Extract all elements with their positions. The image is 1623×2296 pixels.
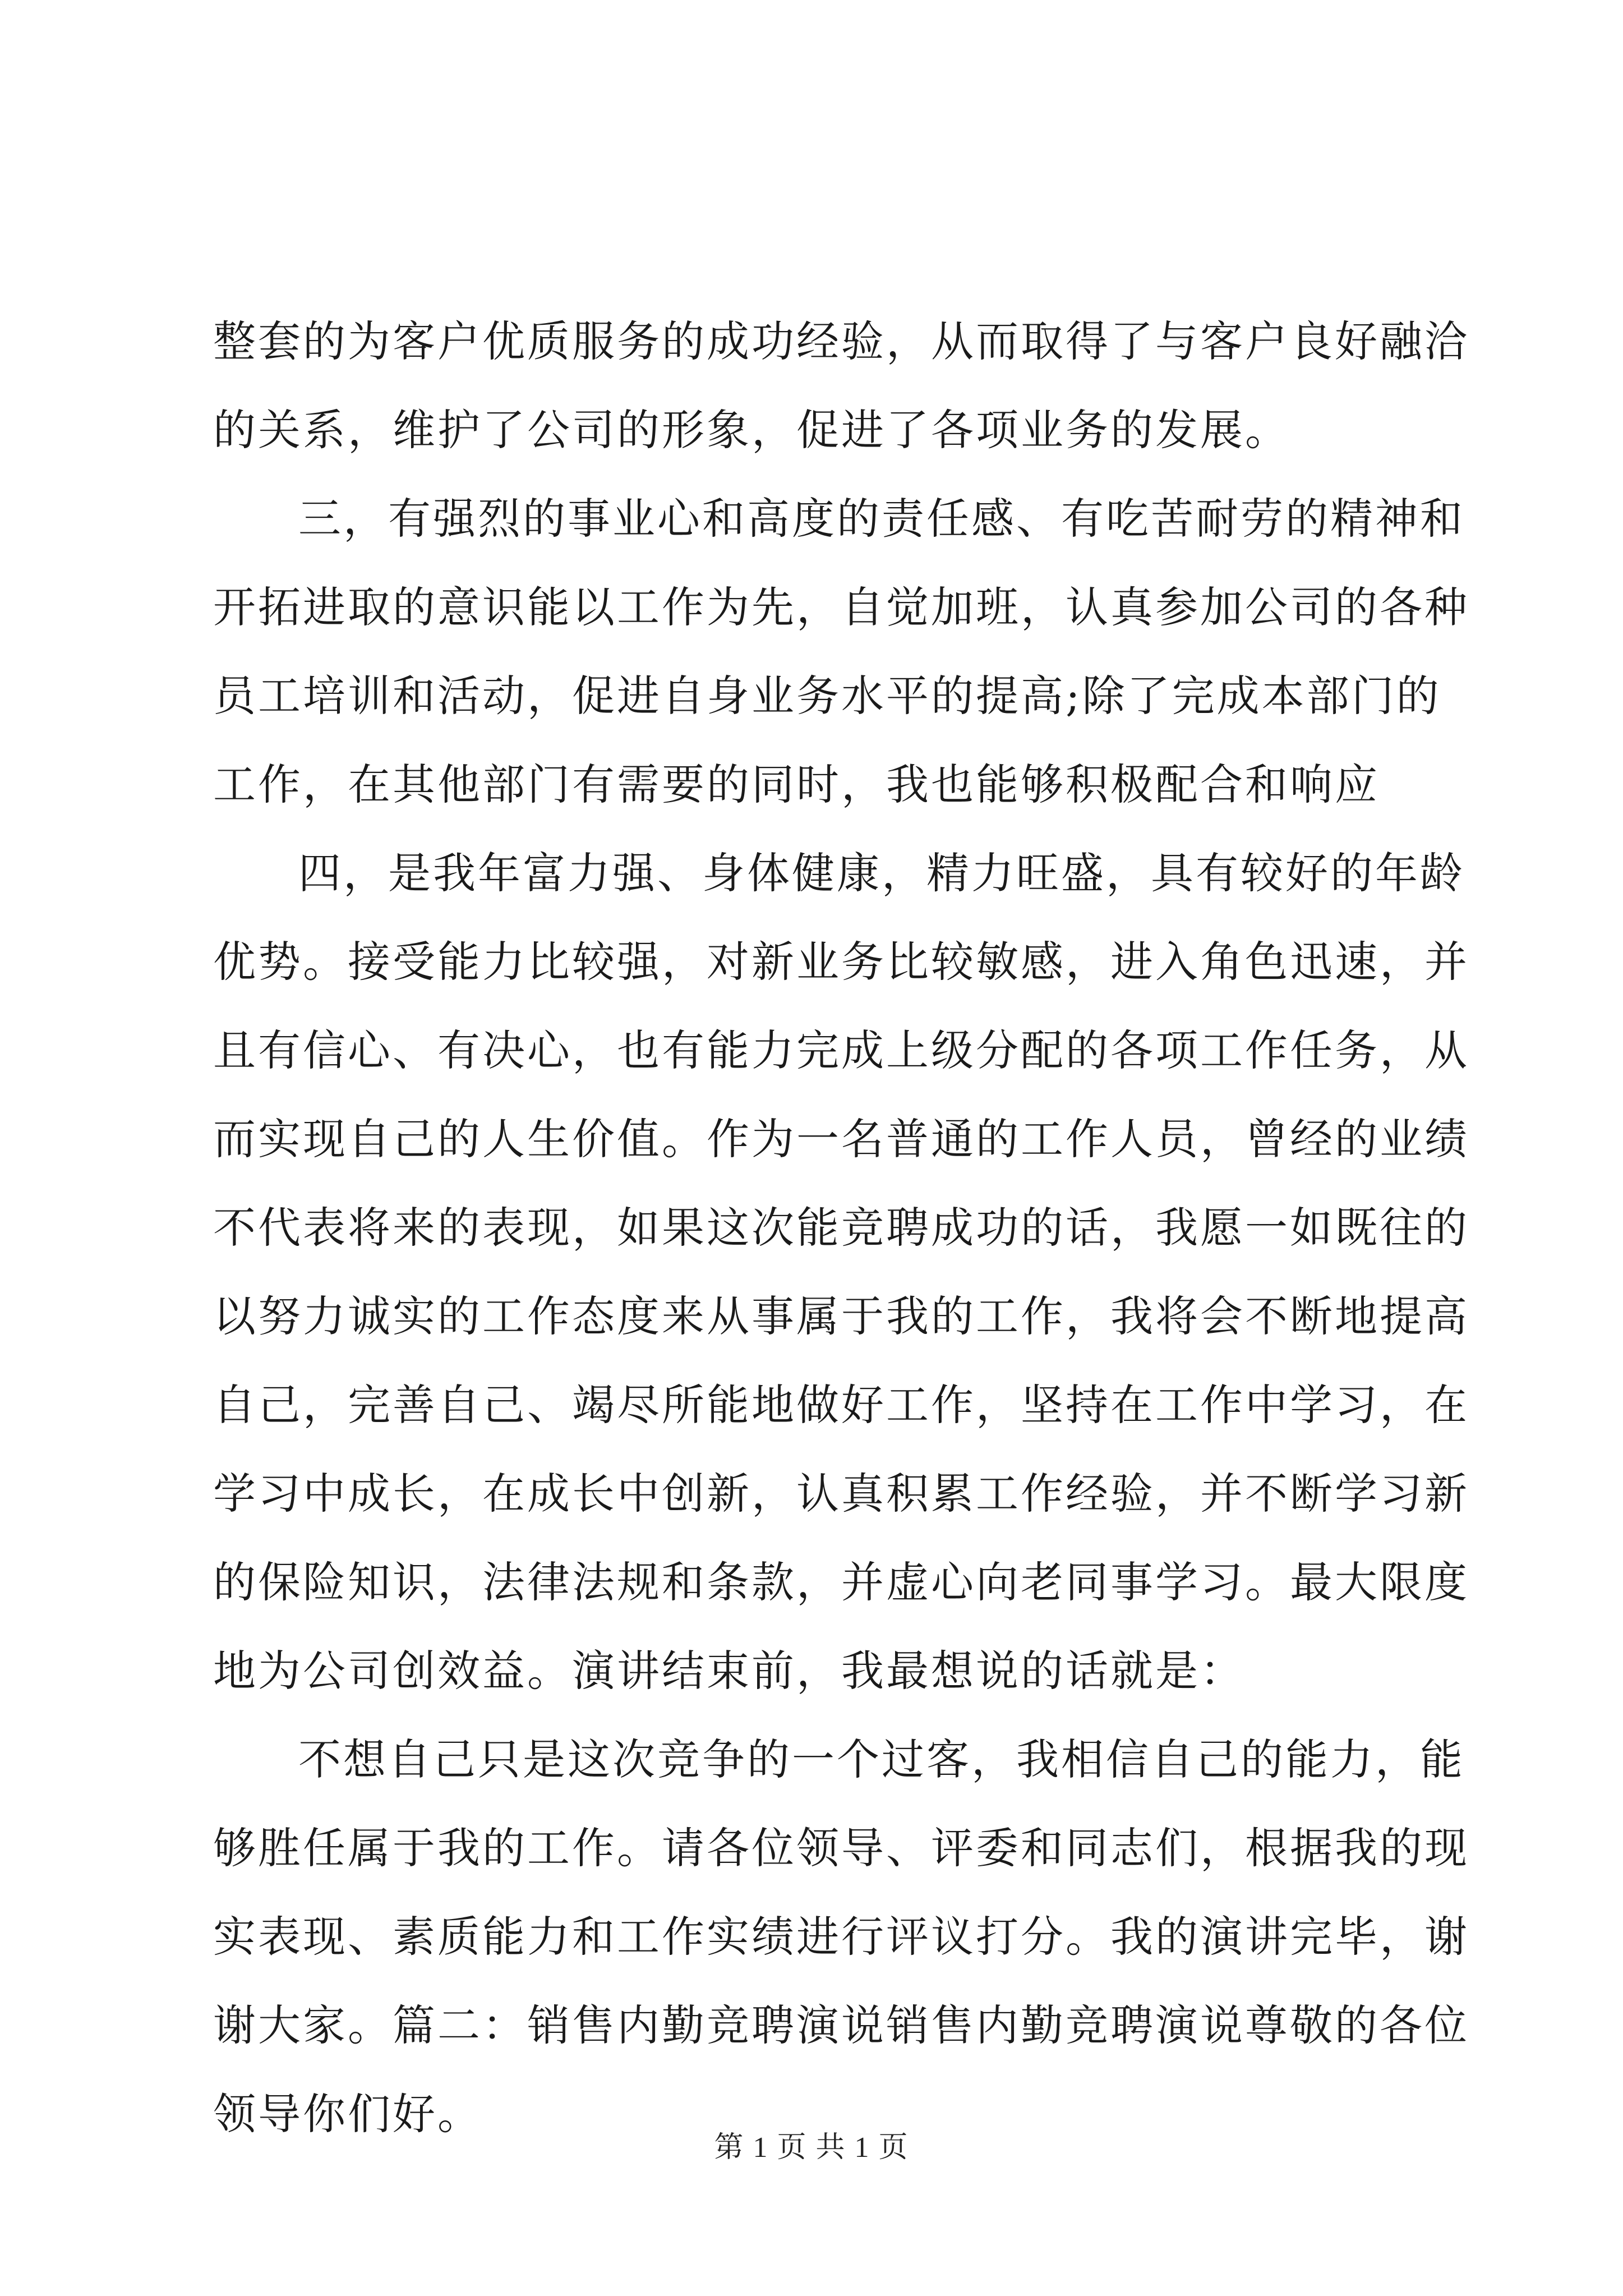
text-line: 员工培训和活动，促进自身业务水平的提高;除了完成本部门的 <box>213 671 1441 721</box>
paragraph-start-line: 四，是我年富力强、身体健康，精力旺盛，具有较好的年龄 <box>298 848 1465 898</box>
text-line: 而实现自己的人生价值。作为一名普通的工作人员，曾经的业绩 <box>213 1114 1469 1164</box>
text-line: 优势。接受能力比较强，对新业务比较敏感，进入角色迅速，并 <box>213 937 1469 987</box>
paragraph-start-line: 不想自己只是这次竞争的一个过客，我相信自己的能力，能 <box>298 1734 1465 1784</box>
paragraph-start-line: 三，有强烈的事业心和高度的责任感、有吃苦耐劳的精神和 <box>298 494 1465 544</box>
document-body <box>213 297 1469 2159</box>
text-line: 的保险知识，法律法规和条款，并虚心向老同事学习。最大限度 <box>213 1557 1469 1607</box>
text-line: 开拓进取的意识能以工作为先，自觉加班，认真参加公司的各种 <box>213 582 1469 632</box>
text-line: 够胜任属于我的工作。请各位领导、评委和同志们，根据我的现 <box>213 1823 1469 1873</box>
text-line: 地为公司创效益。演讲结束前，我最想说的话就是： <box>213 1646 1245 1696</box>
text-line: 的关系，维护了公司的形象，促进了各项业务的发展。 <box>213 405 1290 455</box>
page-number-footer: 第 1 页 共 1 页 <box>714 2132 909 2164</box>
text-line: 不代表将来的表现，如果这次能竞聘成功的话，我愿一如既往的 <box>213 1203 1469 1253</box>
text-line: 且有信心、有决心，也有能力完成上级分配的各项工作任务，从 <box>213 1025 1469 1075</box>
text-line: 以努力诚实的工作态度来从事属于我的工作，我将会不断地提高 <box>213 1291 1469 1341</box>
text-line: 自己，完善自己、竭尽所能地做好工作，坚持在工作中学习，在 <box>213 1380 1469 1430</box>
text-line: 实表现、素质能力和工作实绩进行评议打分。我的演讲完毕，谢 <box>213 1912 1469 1962</box>
text-line: 领导你们好。 <box>213 2089 482 2139</box>
text-line: 工作，在其他部门有需要的同时，我也能够积极配合和响应 <box>213 760 1380 809</box>
text-line: 谢大家。篇二：销售内勤竞聘演说销售内勤竞聘演说尊敬的各位 <box>213 2000 1469 2050</box>
text-line: 整套的为客户优质服务的成功经验，从而取得了与客户良好融洽 <box>213 316 1469 366</box>
text-line: 学习中成长，在成长中创新，认真积累工作经验，并不断学习新 <box>213 1469 1469 1519</box>
